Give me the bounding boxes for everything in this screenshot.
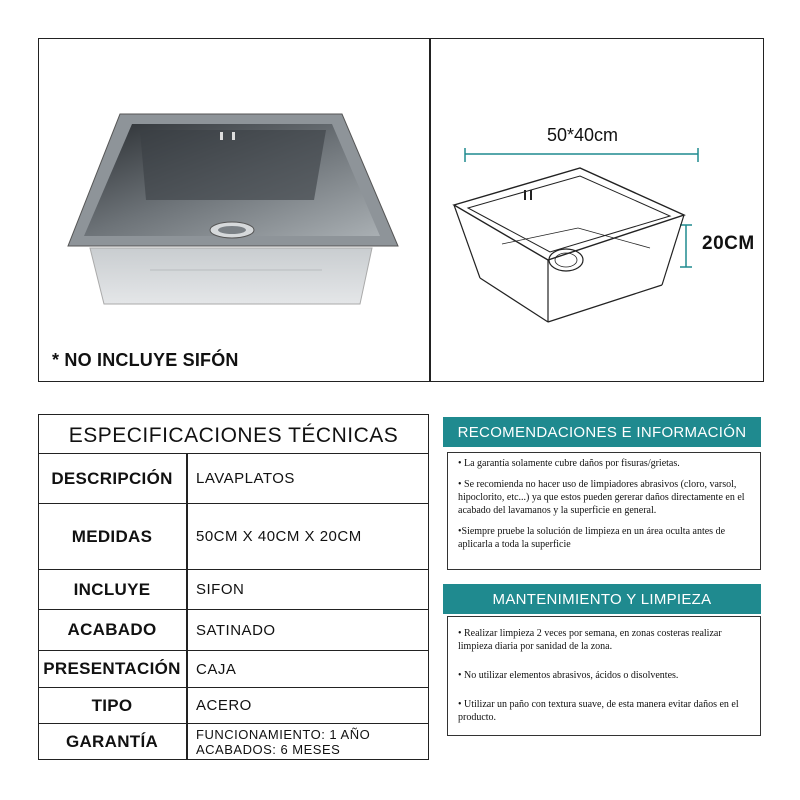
no-siphon-note: * NO INCLUYE SIFÓN: [52, 350, 239, 370]
spec-value: ACERO: [196, 697, 252, 714]
maintenance-header: MANTENIMIENTO Y LIMPIEZA: [443, 584, 761, 614]
recommendations-box: [447, 452, 761, 570]
spec-row-acabado: [38, 610, 429, 651]
spec-label: MEDIDAS: [71, 526, 153, 546]
spec-row-presentacion: [38, 651, 429, 688]
recommendations-header: RECOMENDACIONES E INFORMACIÓN: [443, 417, 761, 447]
list-item: • La garantía solamente cubre daños por fisuras/grietas.: [458, 458, 680, 469]
specs-title: ESPECIFICACIONES TÉCNICAS: [38, 414, 429, 454]
panel-divider: [429, 38, 431, 382]
spec-value: SIFON: [196, 581, 245, 598]
sink-photo: [60, 108, 405, 308]
spec-value: LAVAPLATOS: [196, 470, 295, 487]
spec-label: TIPO: [91, 695, 133, 715]
warranty-finish: ACABADOS: 6 MESES: [196, 742, 341, 757]
spec-label: PRESENTACIÓN: [43, 659, 181, 678]
width-dimension-label: 50*40cm: [547, 125, 619, 145]
spec-value: SATINADO: [196, 621, 276, 639]
spec-label: DESCRIPCIÓN: [51, 468, 173, 488]
spec-row-descripcion: [38, 454, 429, 504]
spec-value: 50CM X 40CM X 20CM: [196, 528, 362, 545]
spec-label: GARANTÍA: [65, 732, 159, 751]
list-item: •Siempre pruebe la solución de limpieza en un área oculta antes de aplicarla a toda la superficie: [458, 526, 726, 550]
list-item: • Se recomienda no hacer uso de limpiadores abrasivos (cloro, varsol, hipoclorito, etc...) ya que estos pueden gererar daños directamente en el acabado del lavamanos y la superficie en general.: [458, 479, 745, 516]
spec-label: ACABADO: [67, 620, 157, 639]
spec-row-medidas: [38, 504, 429, 570]
maintenance-box: [447, 616, 761, 736]
list-item: • No utilizar elementos abrasivos, ácidos o disolventes.: [458, 670, 679, 681]
spec-value: [196, 724, 370, 760]
spec-row-garantia: [38, 724, 429, 760]
list-item: • Utilizar un paño con textura suave, de esta manera evitar daños en el producto.: [458, 699, 739, 723]
warranty-function: FUNCIONAMIENTO: 1 AÑO: [196, 727, 371, 742]
spec-row-tipo: [38, 688, 429, 724]
spec-label: INCLUYE: [73, 579, 151, 599]
height-dimension-label: 20CM: [702, 233, 755, 254]
list-item: • Realizar limpieza 2 veces por semana, en zonas costeras realizar limpieza diaria por sanidad de la zona.: [458, 628, 722, 652]
spec-row-incluye: [38, 570, 429, 610]
spec-value: CAJA: [196, 660, 237, 678]
